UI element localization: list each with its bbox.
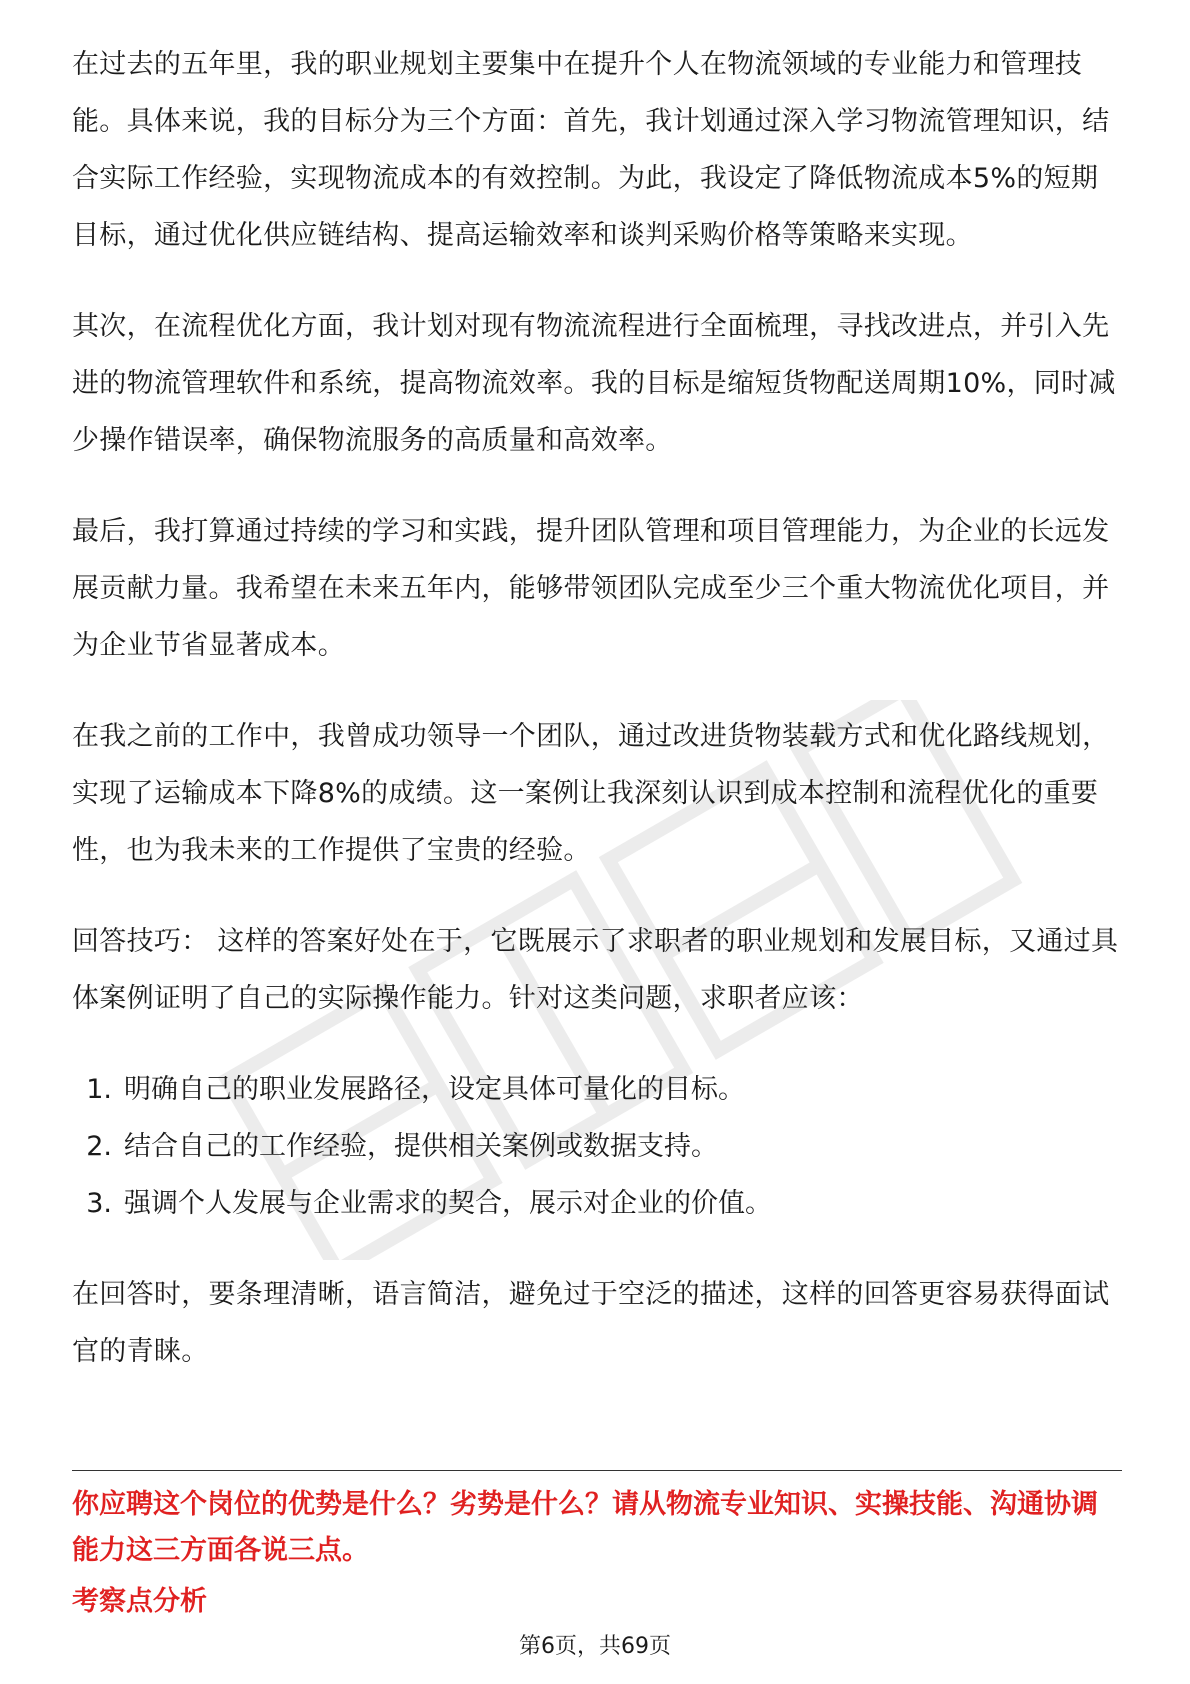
list-item-text: 结合自己的工作经验，提供相关案例或数据支持。 bbox=[124, 1131, 718, 1162]
section-title: 考察点分析 bbox=[72, 1586, 207, 1617]
list-item-text: 强调个人发展与企业需求的契合，展示对企业的价值。 bbox=[124, 1188, 772, 1219]
paragraph-answer-tips: 回答技巧： 这样的答案好处在于，它既展示了求职者的职业规划和发展目标，又通过具体案例证明了自己的实际操作能力。针对这类问题，求职者应该： bbox=[72, 926, 1119, 1014]
paragraph-process-optimization: 其次，在流程优化方面，我计划对现有物流流程进行全面梳理，寻找改进点，并引入先进的物流管理软件和系统，提高物流效率。我的目标是缩短货物配送周期10%，同时减少操作错误率，确保物流服务的高质量和高效率。 bbox=[72, 311, 1116, 456]
paragraph-past-case: 在我之前的工作中，我曾成功领导一个团队，通过改进货物装载方式和优化路线规划，实现了运输成本下降8%的成绩。这一案例让我深刻认识到成本控制和流程优化的重要性，也为我未来的工作提供了宝贵的经验。 bbox=[72, 721, 1110, 866]
paragraph-closing: 在回答时，要条理清晰，语言简洁，避免过于空泛的描述，这样的回答更容易获得面试官的青睐。 bbox=[72, 1279, 1110, 1367]
article-body bbox=[72, 36, 1122, 1414]
list-item-number: 1. bbox=[86, 1074, 112, 1105]
paragraph-team-management: 最后，我打算通过持续的学习和实践，提升团队管理和项目管理能力，为企业的长远发展贡献力量。我希望在未来五年内，能够带领团队完成至少三个重大物流优化项目，并为企业节省显著成本。 bbox=[72, 516, 1110, 661]
next-question-heading: 你应聘这个岗位的优势是什么？劣势是什么？请从物流专业知识、实操技能、沟通协调能力这三方面各说三点。 bbox=[72, 1489, 1098, 1566]
list-item-text: 明确自己的职业发展路径，设定具体可量化的目标。 bbox=[124, 1074, 745, 1105]
list-item bbox=[72, 1118, 1122, 1175]
paragraph-career-plan: 在过去的五年里，我的职业规划主要集中在提升个人在物流领域的专业能力和管理技能。具体来说，我的目标分为三个方面：首先，我计划通过深入学习物流管理知识，结合实际工作经验，实现物流成本的有效控制。为此，我设定了降低物流成本5%的短期目标，通过优化供应链结构、提高运输效率和谈判采购价格等策略来实现。 bbox=[72, 49, 1110, 251]
list-item-number: 2. bbox=[86, 1131, 112, 1162]
page-number-footer: 第6页，共69页 bbox=[519, 1634, 671, 1659]
section-divider bbox=[72, 1470, 1122, 1471]
list-item bbox=[72, 1175, 1122, 1232]
list-item bbox=[72, 1061, 1122, 1118]
tips-list bbox=[72, 1061, 1122, 1232]
list-item-number: 3. bbox=[86, 1188, 112, 1219]
